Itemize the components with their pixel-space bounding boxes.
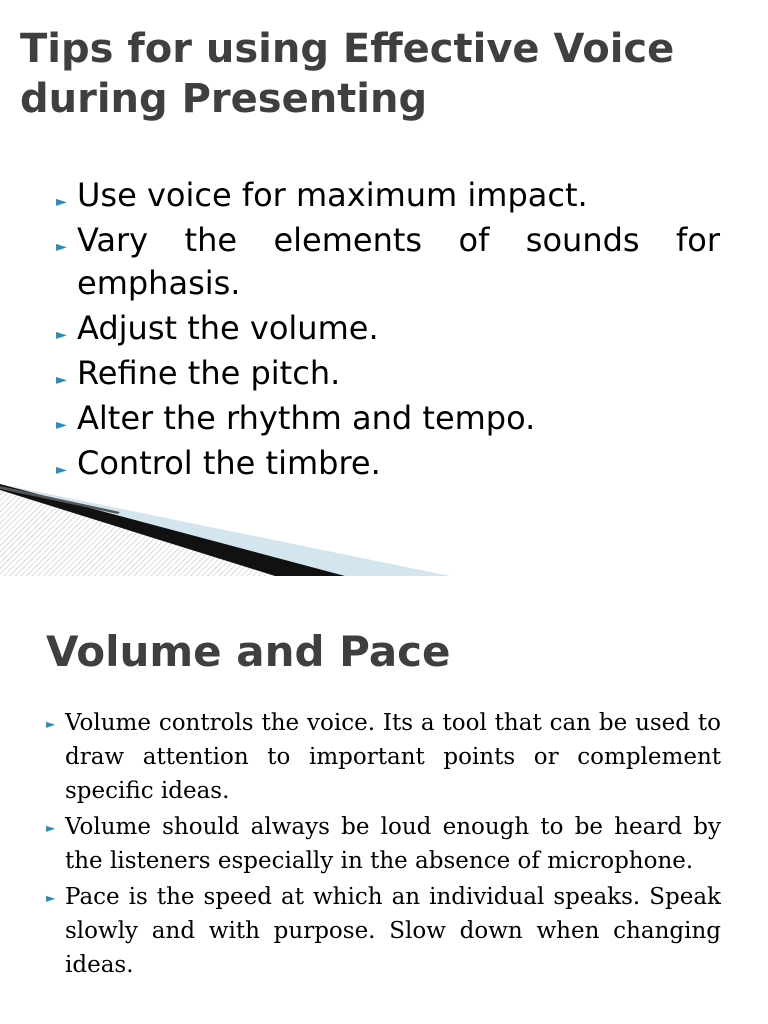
list-item — [56, 174, 720, 217]
list-item — [56, 307, 720, 350]
list-item — [56, 219, 720, 305]
triangle-bullet-icon: ► — [56, 194, 67, 210]
triangle-bullet-icon: ► — [56, 239, 67, 255]
list-item-text: Adjust the volume. — [77, 309, 379, 347]
slide-1-bullet-list — [56, 174, 720, 487]
list-item-text: Pace is the speed at which an individual speaks. Speak slowly and with purpose. Slow down when changing ideas. — [65, 884, 721, 978]
slide-2-bullet-list — [46, 706, 721, 984]
list-item-text: Refine the pitch. — [77, 354, 341, 392]
list-item — [46, 880, 721, 982]
list-item — [46, 810, 721, 878]
list-item-text: Use voice for maximum impact. — [77, 176, 588, 214]
decorative-swoosh — [0, 472, 768, 576]
triangle-bullet-icon: ► — [56, 462, 67, 478]
list-item-text: Volume should always be loud enough to be heard by the listeners especially in the absence of microphone. — [65, 814, 721, 874]
list-item-text: Vary the elements of sounds for emphasis. — [77, 221, 720, 302]
triangle-bullet-icon: ► — [46, 717, 56, 731]
slide-2 — [0, 576, 768, 1024]
triangle-bullet-icon: ► — [56, 372, 67, 388]
triangle-bullet-icon: ► — [46, 891, 56, 905]
list-item-text: Volume controls the voice. Its a tool that can be used to draw attention to important points or complement specific ideas. — [65, 710, 721, 804]
list-item-text: Control the timbre. — [77, 444, 381, 482]
list-item-text: Alter the rhythm and tempo. — [77, 399, 536, 437]
triangle-bullet-icon: ► — [56, 327, 67, 343]
triangle-bullet-icon: ► — [56, 417, 67, 433]
slide-1-title: Tips for using Effective Voice during Presenting — [20, 26, 675, 122]
list-item — [56, 352, 720, 395]
list-item — [46, 706, 721, 808]
list-item — [56, 397, 720, 440]
triangle-bullet-icon: ► — [46, 821, 56, 835]
slide-2-title: Volume and Pace — [46, 627, 451, 676]
